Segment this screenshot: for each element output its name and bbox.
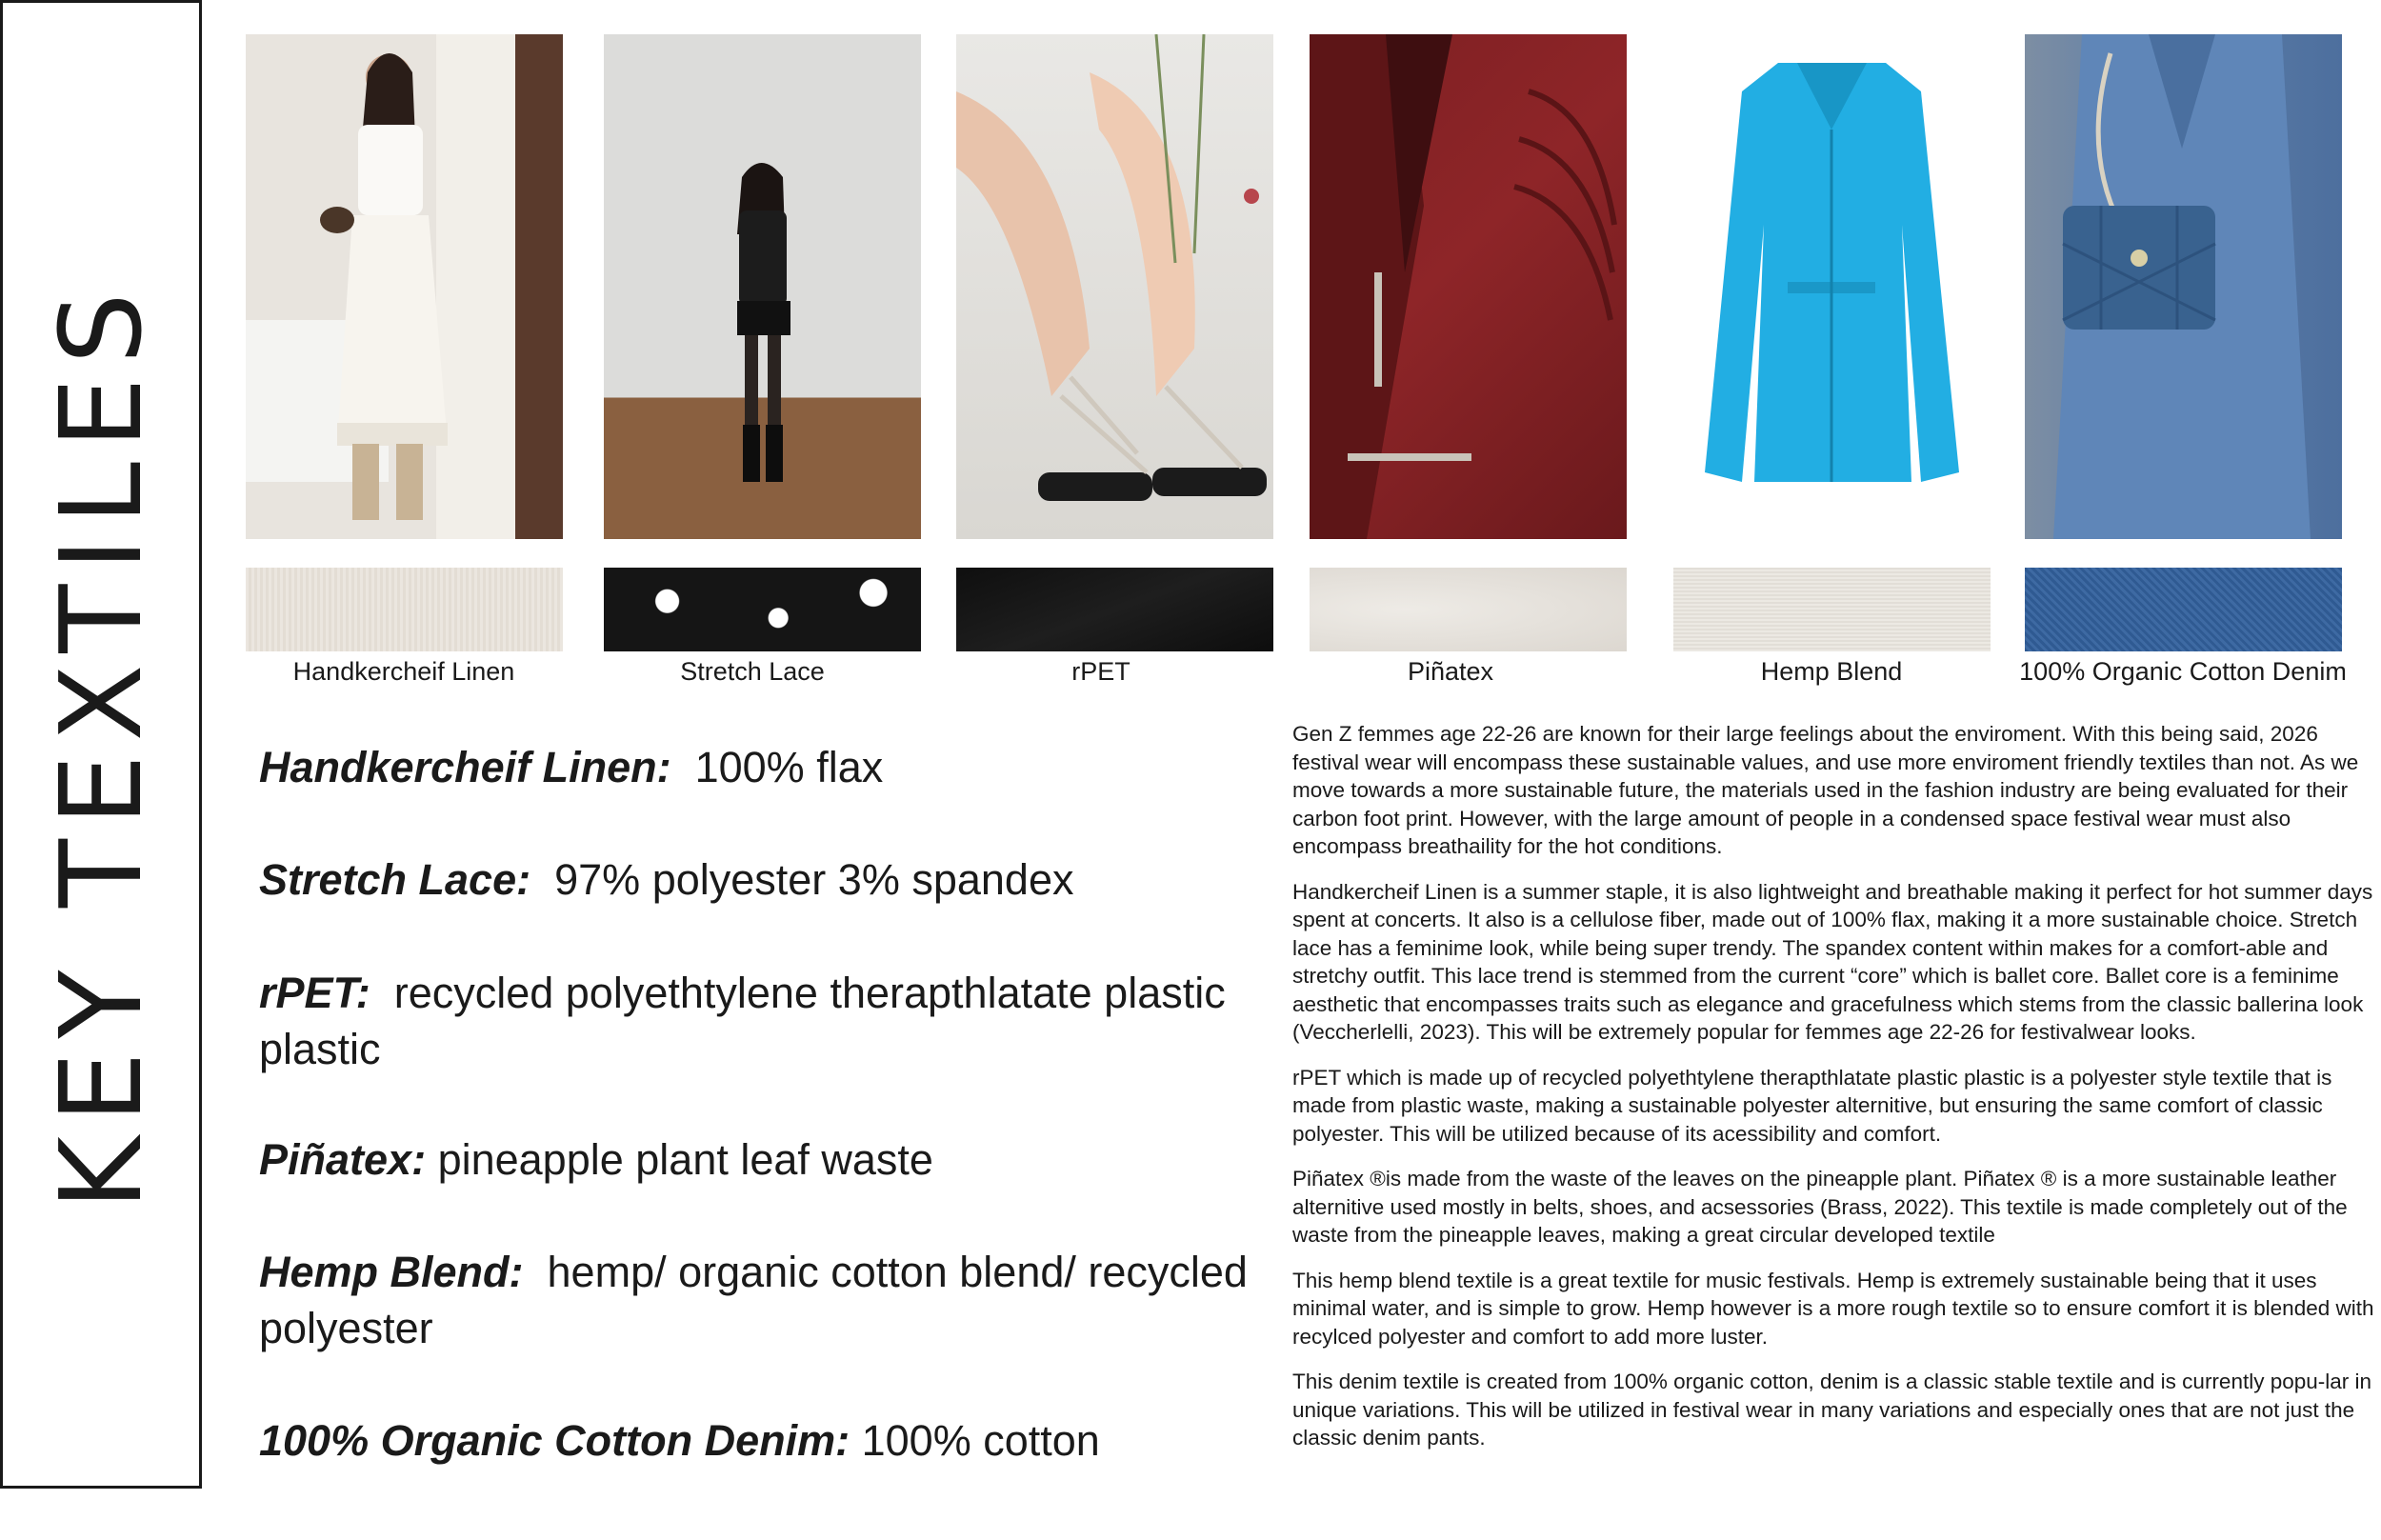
model-linen-outfit-photo (246, 34, 563, 539)
burgundy-jacket-photo (1310, 34, 1627, 539)
page-title: KEY TEXTILES (35, 278, 167, 1210)
fiber-name: Handkercheif Linen: (259, 743, 671, 791)
paragraph-pinatex: Piñatex ®is made from the waste of the leaves on the pineapple plant. Piñatex ® is a more sustainable leather alternitive used mostly in belts, shoes, and acsessories (Brass, 2022). This textile is made completely out of the waste from the pineapple leaves, making a great circular developed textile (1292, 1167, 2348, 1247)
fiber-value: 97% polyester 3% spandex (554, 855, 1074, 904)
fiber-value: recycled polyethtylene therapthlatate plastic plastic (259, 969, 1226, 1073)
fiber-item-hemp (259, 1244, 1288, 1356)
fiber-value: hemp/ organic cotton blend/ recycled polyester (259, 1248, 1248, 1352)
paragraph-hemp: This hemp blend textile is a great textile for music festivals. Hemp is extremely sustainable being that it uses minimal water, and is simple to grow. Hemp however is a more rough textile so to ensure comfort it is blended with recylced polyester and comfort to add more luster. (1292, 1268, 2374, 1349)
fiber-item-rpet (259, 965, 1288, 1077)
paragraph-intro: Gen Z femmes age 22-26 are known for their large feelings about the enviroment. With this being said, 2026 festival wear will encompass these sustainable values, and use more enviroment friendly textiles than not. As we move towards a more sustainable future, the materials used in the fashion industry are being evaluated for their carbon foot print. However, with the large amount of people in a condensed space festival wear must also encompass breathaility for the hot conditions. (1292, 722, 2359, 858)
blue-shirt-dress-photo (1673, 34, 1991, 539)
swatch-label-lace: Stretch Lace (680, 657, 825, 686)
lace-swatch (604, 568, 921, 651)
pinatex-swatch (1310, 568, 1627, 651)
strappy-sandals-photo (956, 34, 1273, 539)
fiber-name: Piñatex: (259, 1135, 427, 1184)
paragraph-linen-lace: Handkercheif Linen is a summer staple, it is also lightweight and breathable making it perfect for hot summer days spent at concerts. It also is a cellulose fiber, made out of 100% flax, making it a more sustainable choice. Stretch lace has a feminime look, while being super trendy. The spandex content within makes for a comfort-able and stretchy outfit. This lace trend is stemmed from the current “core” which is ballet core. Ballet core is a feminime aesthetic that encompasses traits such as elegance and gracefulness which stems from the classic ballerina look (Veccherlelli, 2023). This will be extremely popular for femmes age 22-26 for festivalwear looks. (1292, 879, 2373, 1044)
fiber-item-denim (259, 1412, 1288, 1469)
rpet-swatch (956, 568, 1273, 651)
fiber-name: 100% Organic Cotton Denim: (259, 1416, 850, 1465)
sidebar-title-panel (0, 0, 202, 1489)
fiber-item-pinatex (259, 1131, 1288, 1188)
swatch-label-denim: 100% Organic Cotton Denim (2019, 657, 2347, 686)
denim-outfit-bag-photo (2025, 34, 2342, 539)
fiber-name: Stretch Lace: (259, 855, 531, 904)
fiber-name: Hemp Blend: (259, 1248, 524, 1296)
hemp-swatch (1673, 568, 1991, 651)
paragraph-rpet: rPET which is made up of recycled polyethtylene therapthlatate plastic plastic is a polyester style textile that is made from plastic waste, making a sustainable polyester alternitive, but ensuring the same comfort of classic polyester. This will be utilized because of its acessibility and comfort. (1292, 1065, 2332, 1146)
swatch-label-linen: Handkercheif Linen (292, 657, 515, 686)
fiber-item-lace (259, 851, 1288, 908)
denim-swatch (2025, 568, 2342, 651)
fiber-value: 100% flax (694, 743, 884, 791)
swatch-label-rpet: rPET (1071, 657, 1130, 686)
paragraph-denim: This denim textile is created from 100% organic cotton, denim is a classic stable textile and is currently popu-lar in unique variations. This will be utilized in festival wear in many variations and especially ones that are not just the classic denim pants. (1292, 1370, 2372, 1450)
swatch-label-hemp: Hemp Blend (1760, 657, 1903, 686)
fiber-item-linen (259, 739, 1288, 795)
swatch-label-pinatex: Piñatex (1407, 657, 1494, 686)
description-text (1292, 720, 2378, 1470)
fiber-name: rPET: (259, 969, 370, 1017)
fiber-value: pineapple plant leaf waste (437, 1135, 933, 1184)
fiber-value: 100% cotton (861, 1416, 1100, 1465)
model-lace-outfit-photo (604, 34, 921, 539)
linen-swatch (246, 568, 563, 651)
